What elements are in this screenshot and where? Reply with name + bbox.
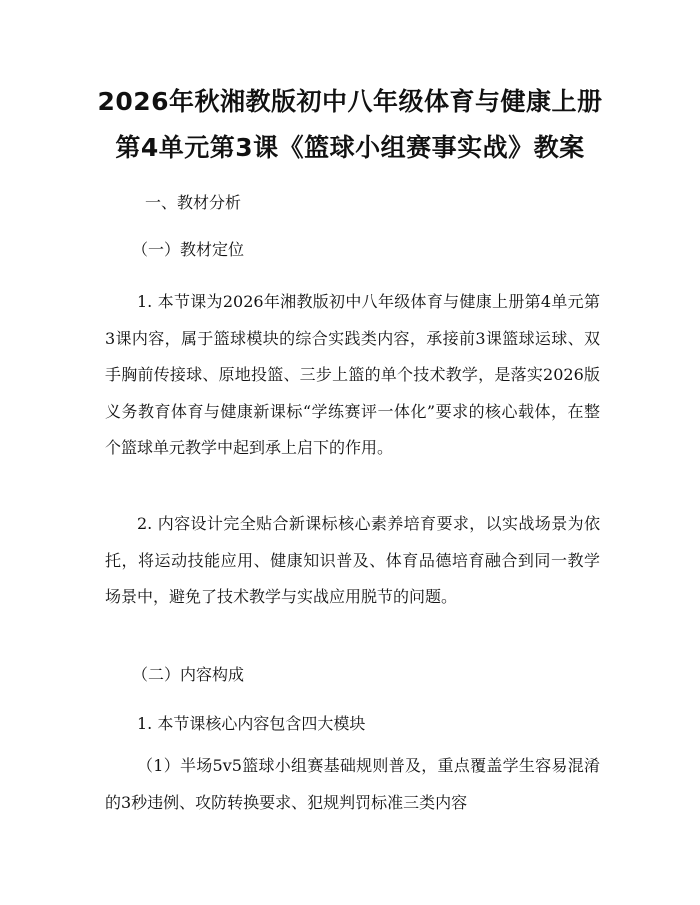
paragraph-text: 1. 本节课核心内容包含四大模块 <box>137 714 366 733</box>
paragraph-positioning-1 <box>105 284 600 467</box>
subsection-heading-positioning: （一）教材定位 <box>132 240 245 259</box>
paragraph-composition-2 <box>105 748 600 821</box>
document-title-line-1: 2026年秋湘教版初中八年级体育与健康上册 <box>97 87 603 116</box>
paragraph-composition-1 <box>105 706 600 743</box>
paragraph-text: （1）半场5v5篮球小组赛基础规则普及，重点覆盖学生容易混淆的3秒违例、攻防转换要求、犯规判罚标准三类内容 <box>105 756 600 812</box>
paragraph-positioning-2 <box>105 506 600 616</box>
document-title-line-2: 第4单元第3课《篮球小组赛事实战》教案 <box>115 133 585 162</box>
paragraph-text: 1. 本节课为2026年湘教版初中八年级体育与健康上册第4单元第3课内容，属于篮球模块的综合实践类内容，承接前3课篮球运球、双手胸前传接球、原地投篮、三步上篮的单个技术教学，是落实2026版义务教育体育与健康新课标“学练赛评一体化”要求的核心载体，在整个篮球单元教学中起到承上启下的作用。 <box>105 292 600 457</box>
paragraph-text: 2. 内容设计完全贴合新课标核心素养培育要求，以实战场景为依托，将运动技能应用、健康知识普及、体育品德培育融合到同一教学场景中，避免了技术教学与实战应用脱节的问题。 <box>105 514 600 606</box>
section-heading-textbook-analysis: 一、教材分析 <box>145 193 242 212</box>
subsection-heading-composition: （二）内容构成 <box>132 665 245 684</box>
